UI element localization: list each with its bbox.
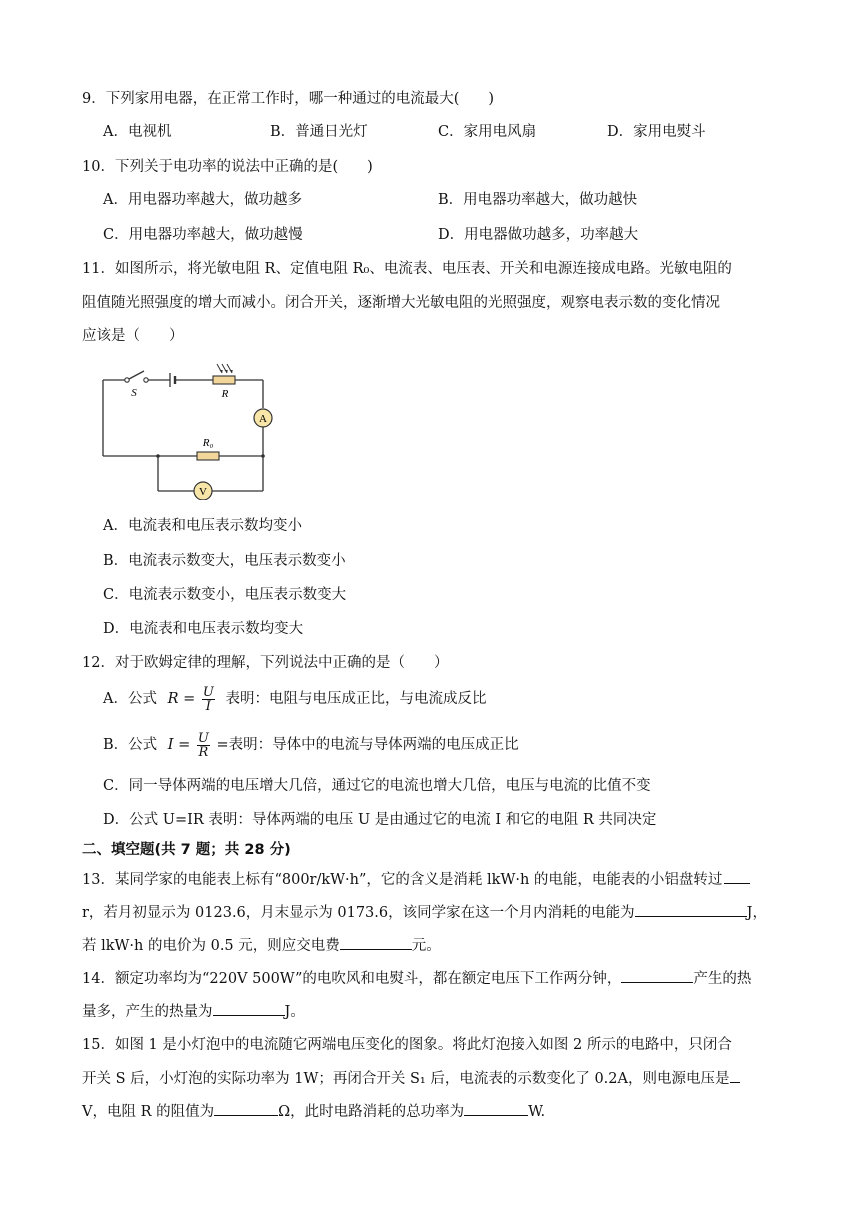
q11-stem-line-1: 11．如图所示，将光敏电阻 R、定值电阻 R₀、电流表、电压表、开关和电源连接成电路。光敏电阻的 [82,261,732,277]
answer-blank[interactable] [635,902,747,917]
q12-option-b [103,728,519,762]
fixed-resistor-label: R₀ [202,437,214,449]
q13-text-2a: r，若月初显示为 0123.6，月末显示为 0173.6，该同学家在这一个月内消耗的电能为 [82,905,635,921]
q12-option-b-fraction [197,732,210,759]
q14-text-1b: 产生的热 [693,971,752,987]
q15-line-3 [82,1101,782,1122]
q9-option-d: D．家用电熨斗 [607,124,706,140]
voltmeter-label: V [199,486,207,498]
q12-option-a-prefix: A．公式 [103,691,157,707]
fraction-numerator: U [202,684,214,700]
q14-text-1a: 14．额定功率均为“220V 500W”的电吹风和电熨斗，都在额定电压下工作两分钟， [82,971,622,987]
photoresistor-symbol [213,364,235,384]
q14-text-2b: J。 [284,1004,305,1020]
q11-option-c: C．电流表示数变小，电压表示数变大 [103,587,347,603]
answer-blank[interactable] [724,869,750,884]
q10-option-c: C．用电器功率越大，做功越慢 [103,227,303,243]
answer-blank[interactable] [621,968,693,983]
q11-option-d: D．电流表和电压表示数均变大 [103,621,304,637]
q10-stem: 10．下列关于电功率的说法中正确的是( ) [82,159,373,175]
q14-line-1 [82,968,782,989]
q13-line-2 [82,902,782,923]
resistor-label: R [221,388,229,400]
q9-option-b: B．普通日光灯 [270,124,368,140]
section-2-title: 二、填空题(共 7 题；共 28 分) [82,842,291,858]
q15-text-2: 开关 S 后，小灯泡的实际功率为 1W；再闭合开关 S₁ 后，电流表的示数变化了 0.2A，则电源电压是 [82,1071,730,1087]
battery-symbol [170,373,175,387]
q13-text-3b: 元。 [411,938,441,954]
q11-option-a: A．电流表和电压表示数均变小 [103,518,302,534]
q15-text-3b: Ω，此时电路消耗的总功率为 [278,1104,465,1120]
q12-option-d: D．公式 U=IR 表明：导体两端的电压 U 是由通过它的电流 I 和它的电阻 R 共同决定 [103,812,657,828]
answer-blank[interactable] [214,1101,278,1116]
q13-text-3a: 若 lkW·h 的电价为 0.5 元，则应交电费 [82,938,340,954]
switch-symbol [125,371,148,382]
ammeter-label: A [259,413,267,425]
q13-line-1 [82,869,782,890]
q11-option-b: B．电流表示数变大，电压表示数变小 [103,553,346,569]
q9-option-c: C．家用电风扇 [438,124,537,140]
q12-option-a-formula-lhs: R = [167,691,196,707]
q15-line-1: 15．如图 1 是小灯泡中的电流随它两端电压变化的图象。将此灯泡接入如图 2 所示的电路中，只闭合 [82,1037,732,1053]
answer-blank[interactable] [730,1068,740,1083]
q11-stem-line-3: 应该是（ ） [82,328,184,344]
fraction-numerator: U [197,730,209,746]
q12-option-c: C．同一导体两端的电压增大几倍，通过它的电流也增大几倍，电压与电流的比值不变 [103,778,651,794]
q15-text-3a: V，电阻 R 的阻值为 [82,1104,215,1120]
q14-text-2a: 量多，产生的热量为 [82,1004,213,1020]
answer-blank[interactable] [340,935,412,950]
q12-option-a-text: 表明：电阻与电压成正比，与电流成反比 [225,691,487,707]
answer-blank[interactable] [464,1101,528,1116]
q13-line-3 [82,935,782,956]
circuit-diagram [95,360,285,500]
q15-text-3c: W. [528,1104,546,1120]
q11-stem-line-2: 阻值随光照强度的增大而减小。闭合开关，逐渐增大光敏电阻的光照强度，观察电表示数的变化情况 [82,295,720,311]
q14-line-2 [82,1001,782,1022]
fixed-resistor-symbol [197,452,219,460]
q10-option-b: B．用电器功率越大，做功越快 [438,192,638,208]
q13-text-1: 13．某同学家的电能表上标有“800r/kW·h”，它的含义是消耗 lkW·h 的电能，电能表的小铝盘转过 [82,872,723,888]
q15-line-2 [82,1068,782,1089]
fraction-denominator: R [198,744,209,760]
q12-option-a [103,682,486,716]
q12-option-a-fraction [202,686,215,713]
q10-option-a: A．用电器功率越大，做功越多 [103,192,302,208]
q13-text-2b: J， [746,905,767,921]
q9-option-a: A．电视机 [103,124,172,140]
fraction-denominator: I [205,698,211,714]
q12-option-b-formula-lhs: I = [167,737,191,753]
q12-option-b-text: =表明：导体中的电流与导体两端的电压成正比 [216,737,519,753]
q10-option-d: D．用电器做功越多，功率越大 [438,227,639,243]
q12-option-b-prefix: B．公式 [103,737,158,753]
answer-blank[interactable] [213,1001,285,1016]
q9-stem: 9．下列家用电器，在正常工作时，哪一种通过的电流最大( ) [82,91,495,107]
switch-label: S [131,387,137,399]
q12-stem: 12．对于欧姆定律的理解，下列说法中正确的是（ ） [82,655,449,671]
